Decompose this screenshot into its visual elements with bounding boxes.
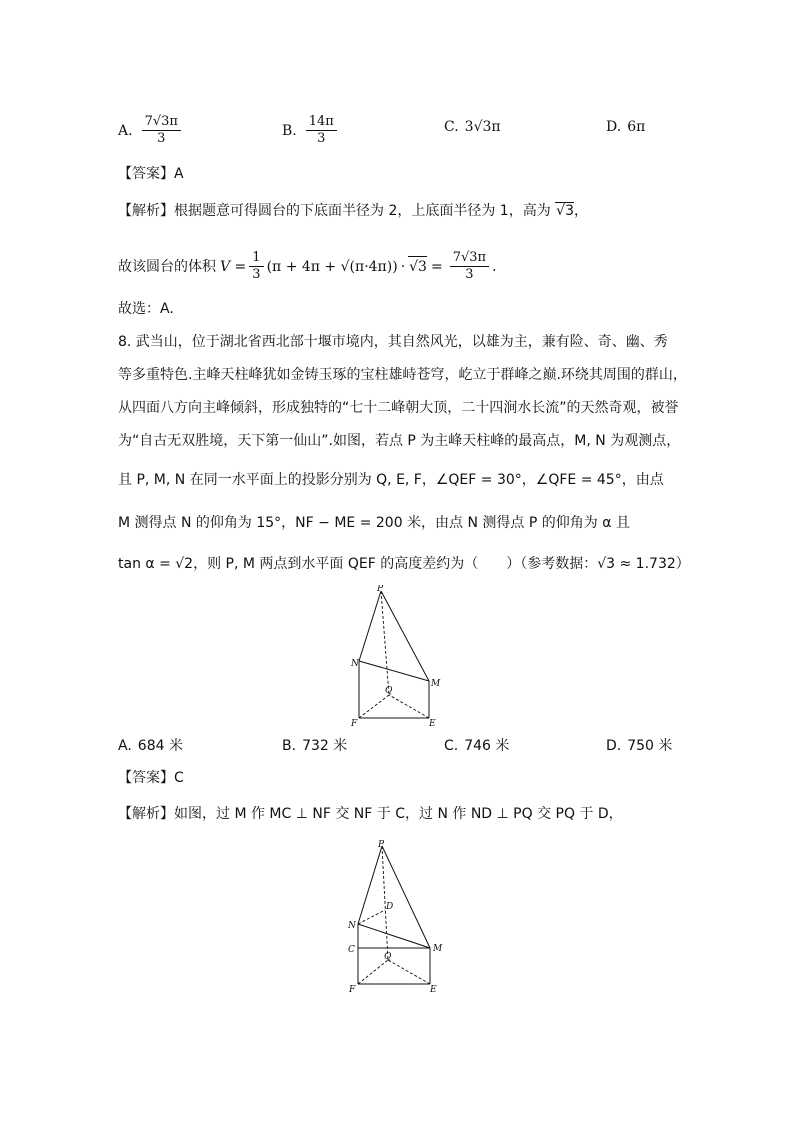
q8-line-5: 且 P, M, N 在同一水平面上的投影分别为 Q, E, F，∠QEF = 30°，∠QFE = 45°，由点 xyxy=(118,472,664,488)
label-p: P xyxy=(377,585,384,594)
formula-lhs: V = xyxy=(220,258,247,275)
analysis-label: 【解析】 xyxy=(118,203,174,219)
analysis-q7: 【解析】根据题意可得圆台的下底面半径为 2，上底面半径为 1，高为 √3， xyxy=(118,203,588,219)
label-f: F xyxy=(351,719,358,729)
q8-line-7: tan α = √2，则 P, M 两点到水平面 QEF 的高度差约为（ ）（参考数据：√3 ≈ 1.732） xyxy=(118,556,690,572)
answer-label: 【答案】 xyxy=(118,770,174,786)
figure-1 xyxy=(345,585,450,730)
option-value: 746 米 xyxy=(464,738,510,754)
option-d-q8[interactable] xyxy=(606,736,672,756)
label-q: Q xyxy=(384,952,392,962)
option-value: 750 米 xyxy=(627,738,673,754)
option-letter: A. xyxy=(118,122,133,139)
analysis-label: 【解析】 xyxy=(118,806,174,822)
answer-value: C xyxy=(174,770,184,786)
volume-prefix: 故该圆台的体积 xyxy=(118,258,216,275)
label-f: F xyxy=(349,985,356,995)
edge-pm xyxy=(381,591,429,681)
option-a-q7[interactable] xyxy=(118,114,184,147)
label-c: C xyxy=(348,945,355,955)
q8-line-3: 从四面八方向主峰倾斜，形成独特的“七十二峰朝大顶，二十四涧水长流”的天然奇观，被誉 xyxy=(118,400,679,416)
option-value: 684 米 xyxy=(137,738,183,754)
edge-eq xyxy=(388,960,430,984)
option-letter: C. xyxy=(444,738,459,754)
option-c-q8[interactable] xyxy=(444,736,509,756)
answer-q8 xyxy=(118,768,184,788)
label-m: M xyxy=(433,944,443,954)
label-p: P xyxy=(378,840,385,850)
option-letter: A. xyxy=(118,738,132,754)
result-fraction: $\frac{7√3\pi}{3}$ xyxy=(450,250,489,283)
option-letter: B. xyxy=(282,738,297,754)
option-b-q8[interactable] xyxy=(282,736,347,756)
edge-eq xyxy=(389,695,429,718)
volume-formula: 故该圆台的体积 V = $\frac{1}{3}$ (π + 4π + √(π·4π)) · √3 = $\frac{7√3\pi}{3}$ . xyxy=(118,250,497,282)
option-value: 6π xyxy=(627,119,646,135)
answer-q7 xyxy=(118,164,184,184)
formula-root3: √3 xyxy=(408,256,427,277)
option-a-q8[interactable] xyxy=(118,736,183,756)
option-fraction: $\frac{14\pi}{3}$ xyxy=(306,114,337,147)
height-radical: √3 xyxy=(556,203,574,219)
label-m: M xyxy=(431,679,441,689)
answer-value: A xyxy=(174,166,184,182)
edge-fq xyxy=(359,695,389,718)
option-letter: B. xyxy=(282,122,297,139)
analysis-q8 xyxy=(118,804,623,824)
formula-bracket: (π + 4π + √(π·4π)) xyxy=(266,258,398,275)
option-c-q7[interactable] xyxy=(444,117,501,137)
edge-pq xyxy=(381,591,389,695)
formula-times: · xyxy=(400,258,406,275)
option-letter: D. xyxy=(606,738,622,754)
q8-line-4: 为“自古无双胜境，天下第一仙山”.如图，若点 P 为主峰天柱峰的最高点，M, N 为观测点， xyxy=(118,433,681,449)
label-e: E xyxy=(430,985,437,995)
edge-pm xyxy=(382,846,430,948)
option-b-q7[interactable] xyxy=(282,114,340,147)
label-q: Q xyxy=(385,686,393,696)
figure-2 xyxy=(340,838,452,998)
option-letter: C. xyxy=(444,119,459,135)
analysis-text: 根据题意可得圆台的下底面半径为 2，上底面半径为 1，高为 xyxy=(174,203,551,219)
option-value: 732 米 xyxy=(302,738,348,754)
formula-equals: = xyxy=(430,258,443,275)
label-d: D xyxy=(386,902,394,912)
edge-nm xyxy=(358,924,430,948)
option-d-q7[interactable] xyxy=(606,117,645,137)
label-e: E xyxy=(429,719,436,729)
analysis-text: 如图，过 M 作 MC ⊥ NF 交 NF 于 C，过 N 作 ND ⊥ PQ 交 PQ 于 D， xyxy=(174,806,623,822)
edge-nm xyxy=(359,661,429,681)
one-third-fraction: $\frac{1}{3}$ xyxy=(249,250,263,283)
option-letter: D. xyxy=(606,119,622,135)
label-n: N xyxy=(348,921,356,931)
edge-pn xyxy=(359,591,381,661)
q8-line-1: 8. 武当山，位于湖北省西北部十堰市境内，其自然风光，以雄为主，兼有险、奇、幽、秀 xyxy=(118,334,668,350)
choose-q7: 故选：A. xyxy=(118,301,174,317)
label-n: N xyxy=(351,659,359,669)
edge-fq xyxy=(358,960,388,984)
q8-line-2: 等多重特色.主峰天柱峰犹如金铸玉琢的宝柱雄峙苍穹，屹立于群峰之巅.环绕其周围的群山， xyxy=(118,367,687,383)
option-value: 3√3π xyxy=(464,119,501,135)
edge-pn xyxy=(358,846,382,924)
answer-label: 【答案】 xyxy=(118,166,174,182)
option-fraction: $\frac{7√3\pi}{3}$ xyxy=(142,114,181,147)
q8-line-6: M 测得点 N 的仰角为 15°，NF − ME = 200 米，由点 N 测得点 P 的仰角为 α 且 xyxy=(118,515,630,531)
